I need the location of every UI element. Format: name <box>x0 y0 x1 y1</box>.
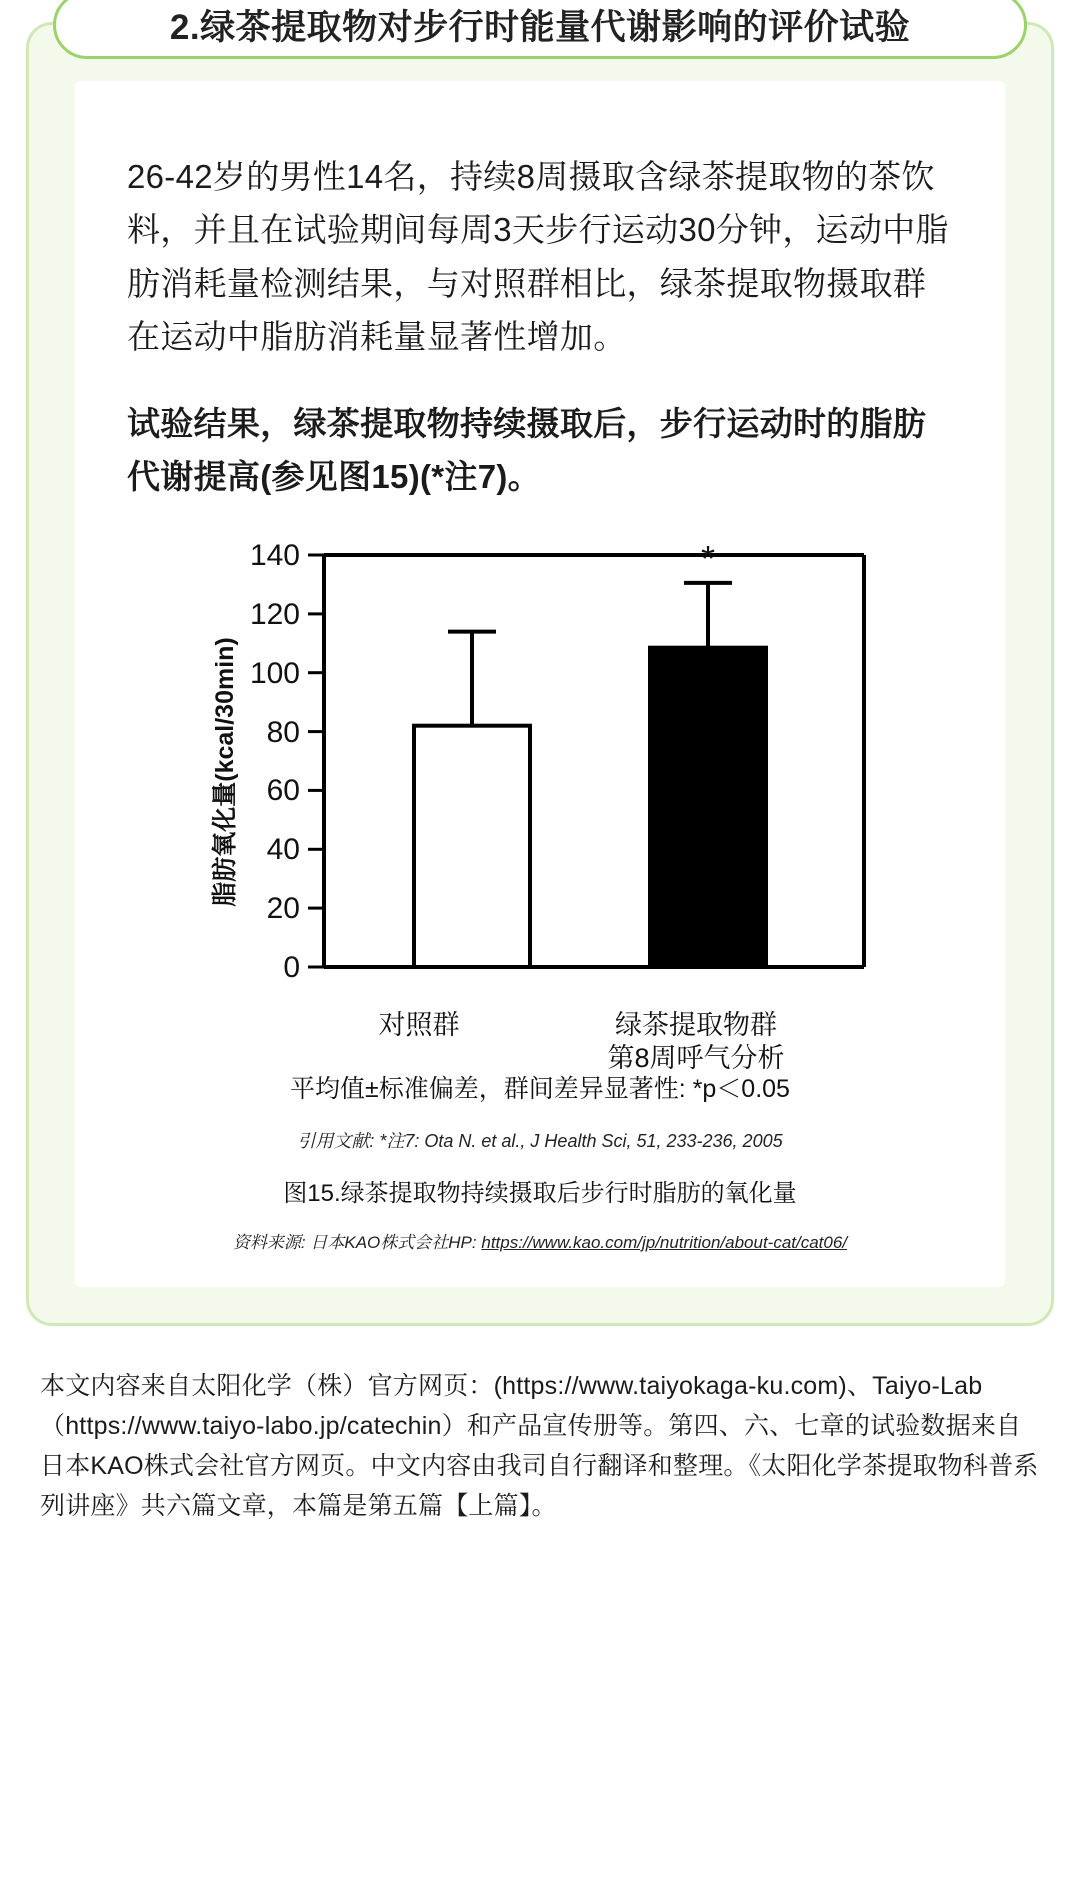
svg-text:60: 60 <box>266 773 300 807</box>
y-axis-title: 脂肪氧化量(kcal/30min) <box>211 636 240 907</box>
plot-area <box>246 537 880 1007</box>
page-title: 2.绿茶提取物对步行时能量代谢影响的评价试验 <box>169 8 911 47</box>
svg-text:120: 120 <box>249 597 300 631</box>
chart-flex <box>200 537 880 1007</box>
paragraph-study-description: 26-42岁的男性14名，持续8周摄取含绿茶提取物的茶饮料，并且在试验期间每周3天步行运动30分钟，运动中脂肪消耗量检测结果，与对照群相比，绿茶提取物摄取群在运动中脂肪消耗量显著性增加。 <box>127 158 949 356</box>
x-label-control: 对照群 <box>378 1009 460 1040</box>
svg-text:80: 80 <box>266 715 300 749</box>
significance-note: 平均值±标准偏差，群间差异显著性: *p＜0.05 <box>290 1074 790 1103</box>
svg-text:40: 40 <box>266 832 300 866</box>
source-url[interactable]: https://www.kao.com/jp/nutrition/about-cat/cat06/ <box>481 1232 848 1252</box>
reference-note: 引用文献: *注7: Ota N. et al., J Health Sci, 51, 233-236, 2005 <box>297 1130 783 1151</box>
source-note <box>200 1228 880 1253</box>
content-panel <box>26 8 1054 1326</box>
figure-15 <box>127 537 953 1253</box>
article-card <box>75 81 1005 1287</box>
x-label-greentea: 绿茶提取物群 第8周呼气分析 <box>607 1009 785 1074</box>
paragraph-study-result: 试验结果，绿茶提取物持续摄取后，步行运动时的脂肪代谢提高(参见图15)(*注7)。 <box>127 404 927 496</box>
figure-caption: 图15.绿茶提取物持续摄取后步行时脂肪的氧化量 <box>283 1179 797 1207</box>
svg-text:0: 0 <box>283 950 300 984</box>
bar-chart-svg <box>246 537 880 1007</box>
svg-text:100: 100 <box>249 656 300 690</box>
svg-text:140: 140 <box>249 538 300 572</box>
svg-text:20: 20 <box>266 891 300 925</box>
x-axis-labels <box>246 1007 880 1085</box>
svg-text:*: * <box>700 537 716 579</box>
chart-block <box>200 537 880 1253</box>
section-title-pill <box>53 0 1027 59</box>
source-prefix: 资料来源: 日本KAO株式会社HP: <box>232 1232 477 1252</box>
footer-note: 本文内容来自太阳化学（株）官方网页：(https://www.taiyokaga-ku.com)、Taiyo-Lab（https://www.taiyo-labo.jp/catechin）和产品宣传册等。第四、六、七章的试验数据来自日本KAO株式会社官方网页。中文内容由我司自行翻译和整理。《太阳化学茶提取物科普系列讲座》共六篇文章，本篇是第五篇【上篇】。 <box>40 1371 1039 1520</box>
